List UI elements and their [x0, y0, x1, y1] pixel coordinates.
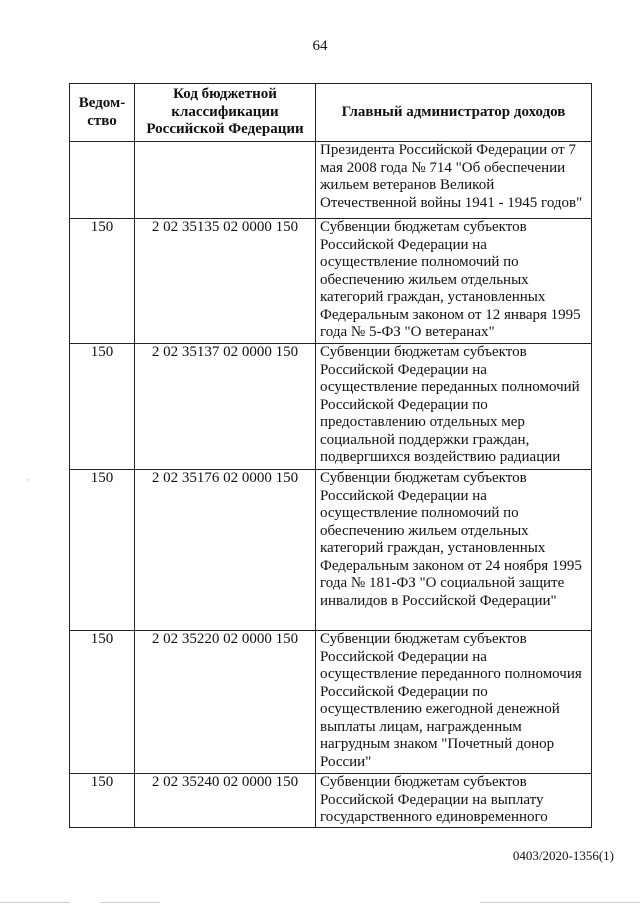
- table-row: [70, 344, 592, 470]
- table-header-row: [70, 84, 592, 142]
- cell-administrator: Субвенции бюджетам субъектов Российской Федерации на осуществление переданного полномочия Российской Федерации по осуществлению ежегодной денежной выплаты лицам, награжденным нагрудным знаком "Почетный донор России": [316, 631, 592, 774]
- cell-department: 150: [70, 774, 135, 828]
- cell-department: 150: [70, 470, 135, 631]
- cell-budget-code: 2 02 35220 02 0000 150: [135, 631, 316, 774]
- cell-department: 150: [70, 219, 135, 344]
- cell-department: 150: [70, 344, 135, 470]
- cell-budget-code: 2 02 35176 02 0000 150: [135, 470, 316, 631]
- cell-budget-code: 2 02 35240 02 0000 150: [135, 774, 316, 828]
- header-budget-code: Код бюджетной классификации Российской Федерации: [135, 84, 316, 142]
- table-row: [70, 631, 592, 774]
- cell-administrator: Субвенции бюджетам субъектов Российской Федерации на осуществление полномочий по обеспечению жильем отдельных категорий граждан, установленных Федеральным законом от 12 января 1995 года № 5-ФЗ "О ветеранах": [316, 219, 592, 344]
- scan-artifact: ·: [26, 475, 29, 485]
- table-row: [70, 219, 592, 344]
- cell-department: 150: [70, 631, 135, 774]
- footer-divider: [100, 902, 160, 903]
- table-row: [70, 142, 592, 219]
- cell-administrator: Президента Российской Федерации от 7 мая 2008 года № 714 "Об обеспечении жильем ветеранов Великой Отечественной войны 1941 - 1945 годов": [316, 142, 592, 219]
- page-number: 64: [312, 38, 328, 54]
- header-revenue-administrator: Главный администратор доходов: [316, 84, 592, 142]
- table-row: [70, 470, 592, 631]
- cell-administrator: Субвенции бюджетам субъектов Российской Федерации на выплату государственного единовременного: [316, 774, 592, 828]
- table-row: [70, 774, 592, 828]
- cell-budget-code: 2 02 35137 02 0000 150: [135, 344, 316, 470]
- cell-administrator: Субвенции бюджетам субъектов Российской Федерации на осуществление полномочий по обеспечению жильем отдельных категорий граждан, установленных Федеральным законом от 24 ноября 1995 года № 181-ФЗ "О социальной защите инвалидов в Российской Федерации": [316, 470, 592, 631]
- header-department: Ведом-ство: [70, 84, 135, 142]
- cell-administrator: Субвенции бюджетам субъектов Российской Федерации на осуществление переданных полномочий Российской Федерации по предоставлению отдельных мер социальной поддержки граждан, подвергшихся воздействию радиации: [316, 344, 592, 470]
- cell-budget-code: 2 02 35135 02 0000 150: [135, 219, 316, 344]
- footer-divider: [480, 902, 640, 903]
- document-id: 0403/2020-1356(1): [512, 848, 614, 863]
- cell-budget-code: [135, 142, 316, 219]
- cell-department: [70, 142, 135, 219]
- budget-classification-table: [69, 83, 592, 828]
- footer-divider: [0, 902, 70, 903]
